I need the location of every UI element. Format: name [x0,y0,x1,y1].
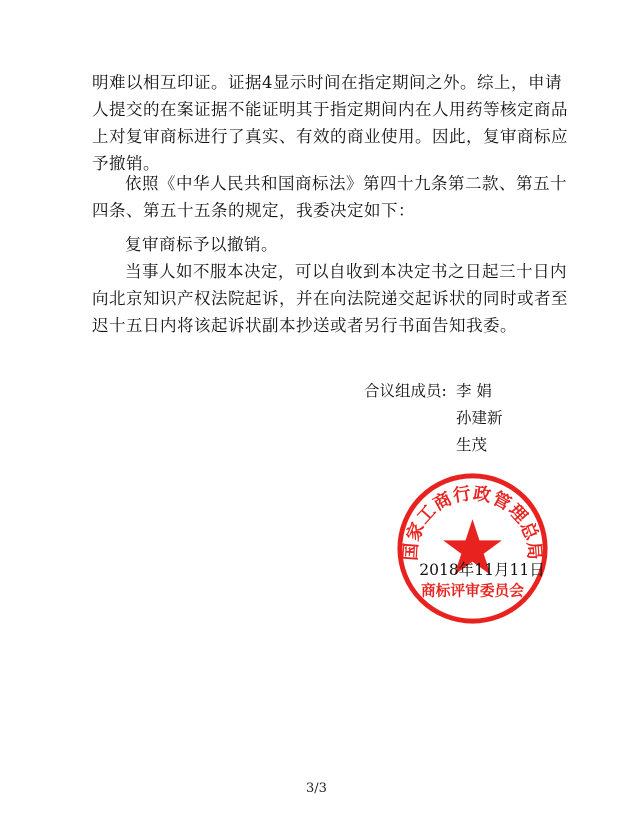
official-seal-icon [394,470,551,627]
paragraph-decision: 复审商标予以撤销。 [125,235,278,254]
seal-inner-text: 商标评审委员会 [421,582,524,600]
panel-member: 李 娟 [456,382,492,400]
panel-member: 生茂 [456,436,488,454]
paragraph-legal-basis: 依照《中华人民共和国商标法》第四十九条第二款、第五十四条、第五十五条的规定，我委决定如下： [92,174,567,220]
paragraph-appeal-notice: 当事人如不服本决定，可以自收到本决定书之日起三十日内向北京知识产权法院起诉，并在向法院递交起诉状的同时或者至迟十五日内将该起诉状副本抄送或者另行书面告知我委。 [92,262,568,335]
decision-date: 2018年11月11日 [419,561,545,579]
page-number: 3/3 [306,781,327,796]
paragraph-conclusion: 明难以相互印证。证据4显示时间在指定期间之外。综上，申请人提交的在案证据不能证明其于指定期间内在人用药等核定商品上对复审商标进行了真实、有效的商业使用。因此，复审商标应予撤销。 [92,73,568,173]
seal-outer-text: 国家工商行政管理总局 [401,483,544,562]
panel-label: 合议组成员: [364,382,447,400]
panel-member: 孙建新 [456,409,503,427]
